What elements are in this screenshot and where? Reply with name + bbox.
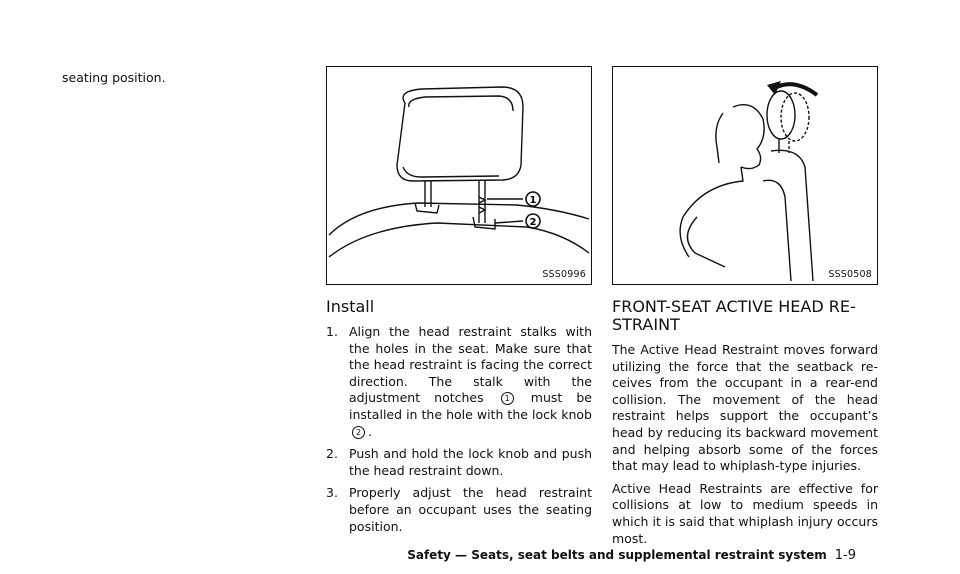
- callout-1-label: 1: [529, 195, 537, 206]
- list-item: [326, 324, 592, 440]
- active-head-restraint-illustration: [613, 67, 876, 283]
- figure-caption: SSS0508: [828, 269, 872, 280]
- figure-active-head-restraint: [612, 66, 878, 285]
- list-item: [326, 446, 592, 479]
- page-number: 1-9: [834, 548, 856, 563]
- callout-2-label: 2: [529, 217, 537, 228]
- step-number: 3.: [326, 485, 338, 501]
- install-steps: [326, 324, 592, 535]
- figure-head-restraint: [326, 66, 592, 285]
- callout-1-icon: 1: [501, 392, 514, 405]
- active-head-restraint-section: [612, 298, 878, 553]
- head-restraint-illustration: [327, 67, 590, 283]
- callout-2-icon: 2: [352, 426, 365, 439]
- step-text: must be installed in the hole with the lock knob: [349, 390, 592, 422]
- step-number: 1.: [326, 324, 338, 339]
- active-head-paragraph-1: The Active Head Restraint moves forward utilizing the force that the seatback re- ceives from the occupant in a rear-end collision. The movement of the head restraint helps support the occupant’s head by reducing its backward movement and helping absorb some of the forces that may lead to whiplash-type injuries.: [612, 342, 878, 474]
- continued-text: [62, 70, 166, 87]
- heading-line-2: STRAINT: [612, 315, 680, 334]
- heading-line-1: FRONT-SEAT ACTIVE HEAD RE-: [612, 297, 856, 316]
- step-number: 2.: [326, 446, 338, 462]
- footer-title: Safety — Seats, seat belts and supplemental restraint system: [407, 548, 827, 562]
- step-text: Push and hold the lock knob and push the head restraint down.: [349, 446, 592, 478]
- step-text: .: [368, 423, 372, 439]
- install-section: [326, 298, 592, 541]
- install-heading: Install: [326, 297, 375, 316]
- list-item: [326, 485, 592, 535]
- step-text: Properly adjust the head restraint before an occupant uses the seating position.: [349, 485, 592, 534]
- figure-caption: SSS0996: [542, 269, 586, 280]
- active-head-restraint-heading: [612, 298, 878, 334]
- page-footer: [407, 548, 856, 563]
- step-text: Align the head restraint stalks with the holes in the seat. Make sure that the head restraint is facing the correct direction. The stalk with the adjustment notches: [349, 324, 592, 406]
- active-head-paragraph-2: Active Head Restraints are effective for collisions at low to medium speeds in which it is said that whiplash injury occurs most.: [612, 480, 878, 546]
- continued-text-line: seating position.: [62, 70, 166, 85]
